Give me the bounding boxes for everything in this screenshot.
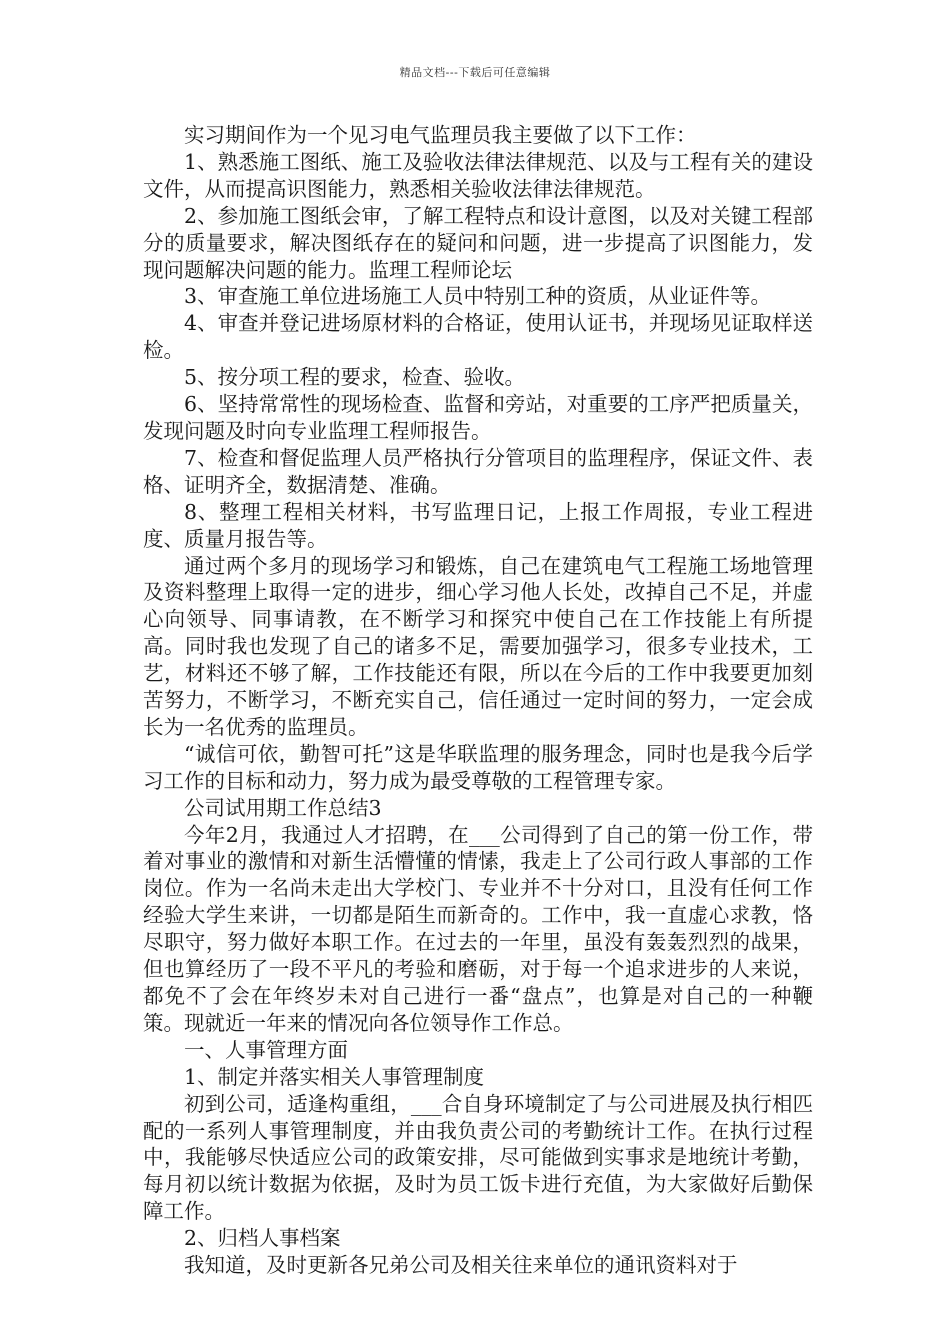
paragraph: 8、整理工程相关材料，书写监理日记，上报工作周报，专业工程进度、质量月报告等。 — [143, 499, 813, 551]
paragraph: 1、熟悉施工图纸、施工及验收法律法律规范、以及与工程有关的建设文件，从而提高识图能力，熟悉相关验收法律法律规范。 — [143, 149, 813, 201]
paragraph: 今年2月，我通过人才招聘，在___公司得到了自己的第一份工作，带着对事业的激情和对新生活懵懂的情愫，我走上了公司行政人事部的工作岗位。作为一名尚未走出大学校门、专业并不十分对口，且没有任何工作经验大学生来讲，一切都是陌生而新奇的。工作中，我一直虚心求教，恪尽职守，努力做好本职工作。在过去的一年里，虽没有轰轰烈烈的战果，但也算经历了一段不平凡的考验和磨砺，对于每一个追求进步的人来说，都免不了会在年终岁未对自己进行一番“盘点”，也算是对自己的一种鞭策。现就近一年来的情况向各位领导作工作总。 — [143, 822, 813, 1035]
section-title: 公司试用期工作总结3 — [184, 795, 382, 820]
section-heading: 一、人事管理方面 — [184, 1037, 348, 1062]
paragraph: 6、坚持常常性的现场检查、监督和旁站，对重要的工序严把质量关，发现问题及时向专业监理工程师报告。 — [143, 392, 813, 443]
page-header: 精品文档---下载后可任意编辑 — [399, 66, 551, 79]
subsection-heading: 2、归档人事档案 — [184, 1226, 341, 1251]
paragraph: “诚信可依，勤智可托”这是华联监理的服务理念，同时也是我今后学习工作的目标和动力，努力成为最受尊敬的工程管理专家。 — [143, 741, 813, 793]
document-body — [143, 122, 813, 1279]
paragraph: 4、审查并登记进场原材料的合格证，使用认证书，并现场见证取样送检。 — [143, 311, 813, 363]
paragraph: 通过两个多月的现场学习和锻炼，自己在建筑电气工程施工场地管理及资料整理上取得一定的进步，细心学习他人长处，改掉自己不足，并虚心向领导、同事请教，在不断学习和探究中使自己在工作技能上有所提高。同时我也发现了自己的诸多不足，需要加强学习，很多专业技术，工艺，材料还不够了解，工作技能还有限，所以在今后的工作中我要更加刻苦努力，不断学习，不断充实自己，信任通过一定时间的努力，一定会成长为一名优秀的监理员。 — [143, 553, 813, 739]
paragraph: 5、按分项工程的要求，检查、验收。 — [184, 365, 526, 390]
paragraph: 3、审查施工单位进场施工人员中特别工种的资质，从业证件等。 — [184, 284, 772, 309]
subsection-heading: 1、制定并落实相关人事管理制度 — [184, 1064, 485, 1089]
paragraph: 初到公司，适逢构重组，___合自身环境制定了与公司进展及执行相匹配的一系列人事管理制度，并由我负责公司的考勤统计工作。在执行过程中，我能够尽快适应公司的政策安排，尽可能做到实事求是地统计考勤，每月初以统计数据为依据，及时为员工饭卡进行充值，为大家做好后勤保障工作。 — [143, 1091, 813, 1224]
paragraph: 我知道，及时更新各兄弟公司及相关往来单位的通讯资料对于 — [184, 1253, 738, 1278]
paragraph: 2、参加施工图纸会审，了解工程特点和设计意图，以及对关键工程部分的质量要求，解决图纸存在的疑问和问题，进一步提高了识图能力，发现问题解决问题的能力。监理工程师论坛 — [143, 203, 813, 282]
paragraph: 实习期间作为一个见习电气监理员我主要做了以下工作： — [184, 123, 697, 147]
paragraph: 7、检查和督促监理人员严格执行分管项目的监理程序，保证文件、表格、证明齐全，数据清楚、准确。 — [143, 445, 813, 497]
